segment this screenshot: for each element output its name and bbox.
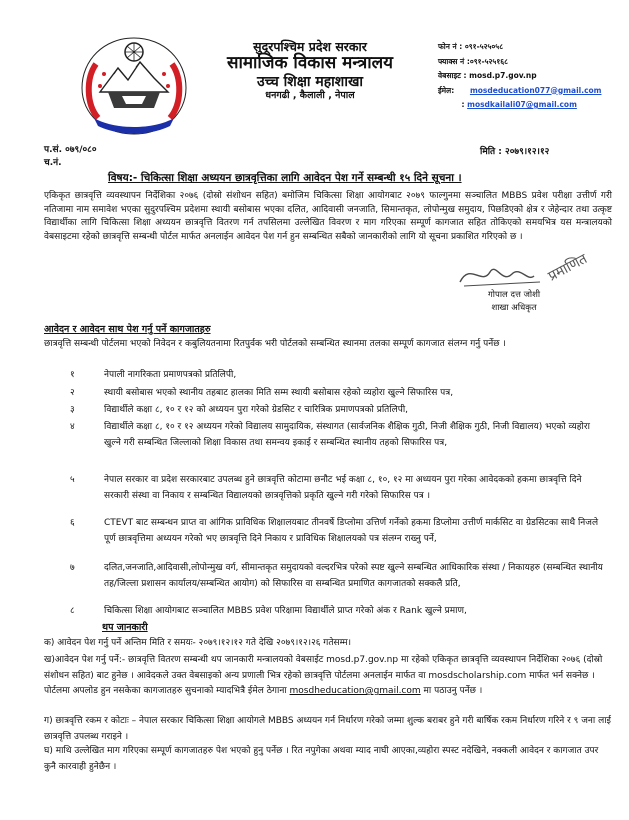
item-text: विद्यार्थीले कक्षा ८, १० र १२ अध्ययन गरेको विद्यालय सामुदायिक, संस्थागत (सार्वजनिक शैक्षिक गुठी, निजी शैक्षिक गुठी, निजी विद्यालय) भएको व्यहोरा खुल्ने गरी सम्बन्धित जिल्लाको शिक्षा विकास तथा समन्वय इकाई र सम्बन्धित स्थानीय तहको सिफारिस पत्र, bbox=[104, 422, 590, 448]
fax-number: फ्याक्स नं :०९१-५२५१६८ bbox=[438, 56, 509, 66]
dispatch-number: च.नं. bbox=[44, 158, 62, 168]
item-number: ६ bbox=[70, 518, 75, 528]
item-number: ४ bbox=[70, 422, 75, 432]
item-text: नेपाल सरकार वा प्रदेश सरकारबाट उपलब्ध हुने छात्रवृत्ति कोटामा छनौट भई कक्षा ८, १०, १२ मा अध्ययन पुरा गरेका आवेदकको हकमा छात्रवृत्ति दिने सरकारी संस्था वा निकाय र सम्बन्धित विद्यालयको छात्रवृत्तिको प्रकृति खुल्ने गरी गरेको सिफारिस पत्र । bbox=[104, 475, 582, 501]
item-number: २ bbox=[70, 388, 75, 398]
email-label: ईमेल: bbox=[438, 85, 455, 95]
item-text: चिकित्सा शिक्षा आयोगबाट सञ्चालित MBBS प्रवेश परिक्षामा विद्यार्थीले प्राप्त गरेको अंक र Rank खुल्ने प्रमाण, bbox=[104, 606, 467, 616]
province-name: सुदूरपश्चिम प्रदेश सरकार bbox=[253, 39, 367, 54]
contact-block bbox=[438, 40, 628, 113]
office-header bbox=[200, 40, 420, 102]
email-line-1 bbox=[438, 84, 628, 99]
signature-scribble-text: प्रमाणित bbox=[545, 250, 590, 285]
info-submission-end: मा पठाउनु पर्नेछ । bbox=[423, 686, 483, 696]
office-address: धनगढी , कैलाली , नेपाल bbox=[265, 90, 355, 102]
signature-block bbox=[488, 289, 540, 315]
signatory-title: शाखा अधिकृत bbox=[491, 303, 537, 313]
info-deadline: क) आवेदन पेश गर्नु पर्ने अन्तिम मिति र समयः- २०७९।१२।१२ गते देखि २०७९।१२।२६ गतेसम्म। bbox=[44, 638, 352, 648]
ministry-name: सामाजिक विकास मन्त्रालय bbox=[226, 53, 394, 74]
website-link[interactable]: वेबसाइट : mosd.p7.gov.np bbox=[438, 71, 537, 80]
item-number: ७ bbox=[70, 563, 75, 573]
item-text: विद्यार्थीले कक्षा ८, १० र १२ को अध्ययन पुरा गरेको ग्रेडसिट र चारित्रिक प्रमाणपत्रको प्रतिलिपी, bbox=[104, 405, 409, 415]
item-number: ५ bbox=[70, 475, 75, 485]
item-number: ८ bbox=[70, 606, 75, 616]
info-conditions: घ) माथि उल्लेखित माग गरिएका सम्पूर्ण कागजातहरु पेश भएको हुनु पर्नेछ । रित नपुगेका अथवा म्याद नाघी आएका,व्यहोरा स्पस्ट नदेखिने, नक्कली आवेदन र कागजात उपर कुनै कारवाही हुनेछैन । bbox=[44, 746, 599, 772]
signatory-name: गोपाल दत्त जोशी bbox=[488, 290, 541, 300]
info-amount-quota: ग) छात्रवृत्ति रकम र कोटाः – नेपाल सरकार चिकित्सा शिक्षा आयोगले MBBS अध्ययन गर्न निर्धारण गरेको जम्मा शुल्क बराबर हुने गरी बार्षिक रकम निर्धारण गरिने र ९ जना लाई छात्रवृत्ति उपलब्ध गराइने । bbox=[44, 716, 611, 742]
email-line-2 bbox=[438, 98, 628, 113]
phone-number: फोन नं : ०९१-५२५०५८ bbox=[438, 42, 504, 51]
documents-heading: आवेदन र आवेदन साथ पेश गर्नु पर्ने कागजातहरु bbox=[44, 324, 211, 335]
email-link-2[interactable]: mosdkailali07@gmail.com bbox=[467, 100, 577, 109]
extra-info-heading: थप जानकारी bbox=[102, 622, 148, 633]
reference-block bbox=[44, 144, 97, 170]
item-text: दलित,जनजाति,आदिवासी,लोपोन्मुख वर्ग, सीमान्तकृत समुदायको वल्दरभित्र परेको स्पष्ट खुल्ने सम्बन्धित आधिकारिक संस्था / निकायहरु (सम्बन्धित स्थानीय तह/जिल्ला प्रशासन कार्यालय/सम्बन्धित आयोग) को सिफारिस वा सम्बन्धित प्रमाणित कागजातको सक्कलै प्रति, bbox=[104, 563, 603, 589]
letter-number: प.सं. ०७९/०८० bbox=[44, 145, 97, 155]
email-link-1[interactable]: mosdeducation077@gmail.com bbox=[469, 85, 602, 95]
government-emblem-icon bbox=[74, 34, 194, 138]
item-text: CTEVT बाट सम्बन्धन प्राप्त वा आंगिक प्राविधिक शिक्षालयबाट तीनवर्षे डिप्लोमा उत्तिर्ण गर्नेको हकमा डिप्लोमा उत्तीर्ण मार्कसिट वा ग्रेडसिटका साथै निजले पूर्ण छात्रवृत्तिमा अध्ययन गरेको भए छात्रवृत्ति दिने निकाय र प्राविधिक शिक्षालयको पत्र संलग्न राख्नु पर्ने, bbox=[104, 518, 599, 544]
item-text: नेपाली नागरिकता प्रमाणपत्रको प्रतिलिपी, bbox=[104, 370, 237, 380]
item-number: १ bbox=[70, 370, 75, 380]
info-submission bbox=[44, 653, 612, 700]
submission-email-link[interactable]: mosdheducation@gmail.com bbox=[289, 686, 421, 696]
letter-date: मिति : २०७९।१२।१२ bbox=[480, 147, 550, 157]
notice-subject: विषय:- चिकित्सा शिक्षा अध्ययन छात्रवृत्तिका लागि आवेदन पेश गर्ने सम्बन्धी १५ दिने सूचना । bbox=[108, 172, 462, 184]
info-submission-text: ख)आवेदन पेश गर्नु पर्ने:- छात्रवृत्ति वितरण सम्बन्धी थप जानकारी मन्त्रालयको वेबसाईट mosd.p7.gov.np मा रहेको एकिकृत छात्रवृत्ति व्यवस्थापन निर्देशिका २०७६ (दोस्रो संशोधन सहित) बाट हुनेछ । आवेदकले उक्त वेबसाइको अन्य प्रणाली भित्र रहेको छात्रवृत्ति पोर्टलमा अनलाईन मार्फत वा mosdscholarship.com मार्फत भर्न सक्नेछ । पोर्टलमा अपलोड हुन नसकेका कागजातहरु सुचनाको म्यादभित्रै ईमेल ठेगाना bbox=[44, 655, 603, 696]
intro-paragraph: एकिकृत छात्रवृत्ति व्यवस्थापन निर्देशिका २०७६ (दोस्रो संशोधन सहित) बमोजिम चिकित्सा शिक्षा आयोगबाट २०७९ फाल्गुनमा सञ्चालित MBBS प्रवेश परीक्षा उत्तीर्ण गरी नतिजामा नाम समावेश भएका सुदुरपश्चिम प्रदेशमा स्थायी बसोबास भएका दलित, आदिवासी जनजाति, सिमान्तकृत, लोपोन्मुख समुदाय, पिछडिएको क्षेत्र र जेहेन्दार तथा उत्कृष्ट विद्यार्थीका लागि चिकित्सा शिक्षा अध्ययन छात्रवृत्ति वितरण गर्न तपसिलमा उल्लेखित विवरण र माग गरिएका सम्पूर्ण कागजात सहित तोकिएको समयभित्र यस मन्त्रालयको वेबसाइटमा रहेको छात्रवृत्ति सम्बन्धी पोर्टल मार्फत अनलाईन आवेदन पेश गर्न हुन सम्बन्धित सबैको जानकारीको लागि यो सूचना प्रकाशित गरिएको छ । bbox=[44, 191, 612, 242]
email-prefix: : bbox=[461, 100, 465, 109]
documents-intro: छात्रवृत्ति सम्बन्धी पोर्टलमा भएको निवेदन र कबुलियतनामा रितपुर्वक भरी पोर्टलको सम्बन्धित स्थानमा तलका सम्पूर्ण कागजात संलग्न गर्नु पर्नेछ । bbox=[44, 339, 506, 349]
item-number: ३ bbox=[70, 405, 75, 415]
item-text: स्थायी बसोबास भएको स्थानीय तहबाट हालका मिति सम्म स्थायी बसोबास रहेको व्यहोरा खुल्ने सिफारिस पत्र, bbox=[104, 388, 454, 398]
division-name: उच्च शिक्षा महाशाखा bbox=[256, 73, 364, 90]
